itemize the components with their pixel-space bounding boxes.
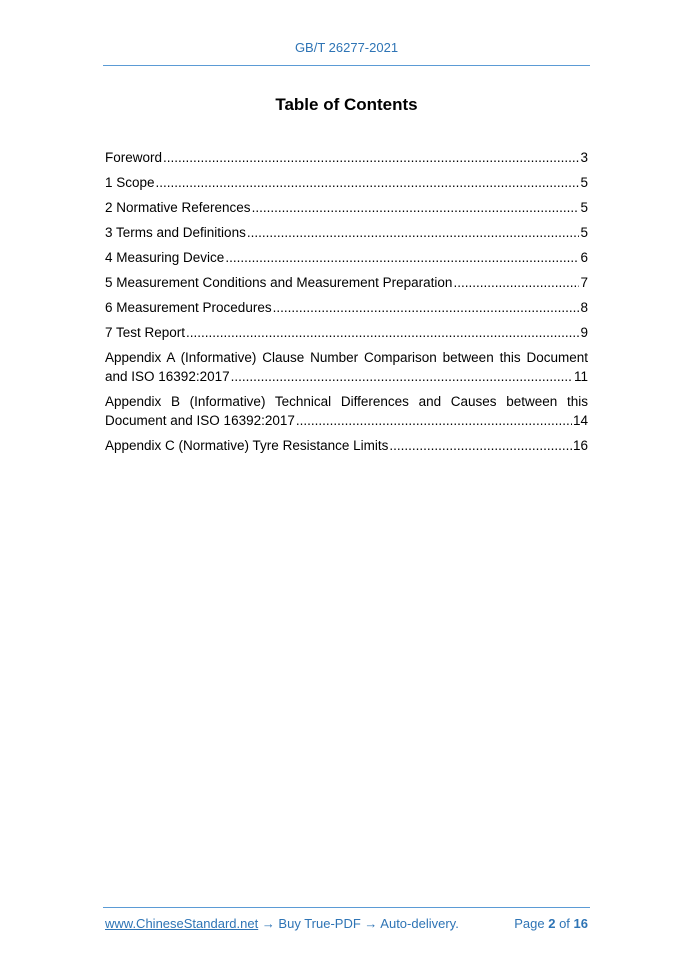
toc-entry-page: 6 [580,250,588,265]
toc-entry-test-report[interactable] [105,323,588,342]
page-number [514,916,588,931]
toc-entry-title: Appendix C (Normative) Tyre Resistance Limits [105,438,389,453]
toc-entry-title: 2 Normative References [105,200,251,215]
dot-leader [156,173,580,192]
toc-entry-page: 7 [580,275,588,290]
toc-entry-page: 9 [580,325,588,340]
page-current: 2 [548,916,556,931]
dot-leader [389,436,572,455]
dot-leader [186,323,579,342]
toc-entry-title: 1 Scope [105,175,155,190]
toc-entry-title: 4 Measuring Device [105,250,225,265]
toc-entry-page: 3 [580,150,588,165]
toc-entry-title-line1: Appendix B (Informative) Technical Differences and Causes between this [105,394,588,409]
footer-tagline: → Buy True-PDF → Auto-delivery. [258,916,459,931]
header-divider [103,65,590,66]
toc-entry-title: Foreword [105,150,163,165]
document-code: GB/T 26277-2021 [294,40,399,55]
footer-divider [103,907,590,908]
toc-entry-title: 6 Measurement Procedures [105,300,272,315]
toc-entry-measuring-device[interactable] [105,248,588,267]
dot-leader [247,223,580,242]
toc-entry-normative-references[interactable] [105,198,588,217]
dot-leader [453,273,579,292]
toc-entry-title: 7 Test Report [105,325,186,340]
toc-entry-page: 11 [573,369,588,384]
toc-entry-page: 16 [572,438,588,453]
toc-entry-page: 5 [580,200,588,215]
footer-promo [105,916,459,931]
toc-entry-appendix-b[interactable] [105,392,588,430]
toc-entry-appendix-a[interactable] [105,348,588,386]
toc-entry-measurement-procedures[interactable] [105,298,588,317]
dot-leader [296,411,572,430]
toc-entry-title: 5 Measurement Conditions and Measurement Preparation [105,275,453,290]
page-footer [105,916,588,934]
toc-entry-page: 8 [580,300,588,315]
toc-entry-title: 3 Terms and Definitions [105,225,246,240]
page-label: Page [514,916,545,931]
page-title: Table of Contents [275,95,418,114]
toc-entry-title-line2: Document and ISO 16392:2017 [105,413,295,428]
toc-entry-page: 14 [572,413,588,428]
table-of-contents [105,148,588,461]
toc-entry-foreword[interactable] [105,148,588,167]
toc-entry-title-line2: and ISO 16392:2017 [105,369,230,384]
toc-entry-terms-definitions[interactable] [105,223,588,242]
toc-entry-scope[interactable] [105,173,588,192]
toc-entry-page: 5 [580,225,588,240]
dot-leader [231,367,573,386]
toc-entry-measurement-conditions[interactable] [105,273,588,292]
toc-entry-title-line1: Appendix A (Informative) Clause Number Comparison between this Document [105,350,588,365]
dot-leader [225,248,579,267]
dot-leader [273,298,580,317]
website-link[interactable]: www.ChineseStandard.net [105,916,259,931]
toc-entry-page: 5 [580,175,588,190]
dot-leader [163,148,579,167]
page-total: 16 [573,916,588,931]
dot-leader [252,198,580,217]
toc-entry-appendix-c[interactable] [105,436,588,455]
page-of-label: of [559,916,570,931]
